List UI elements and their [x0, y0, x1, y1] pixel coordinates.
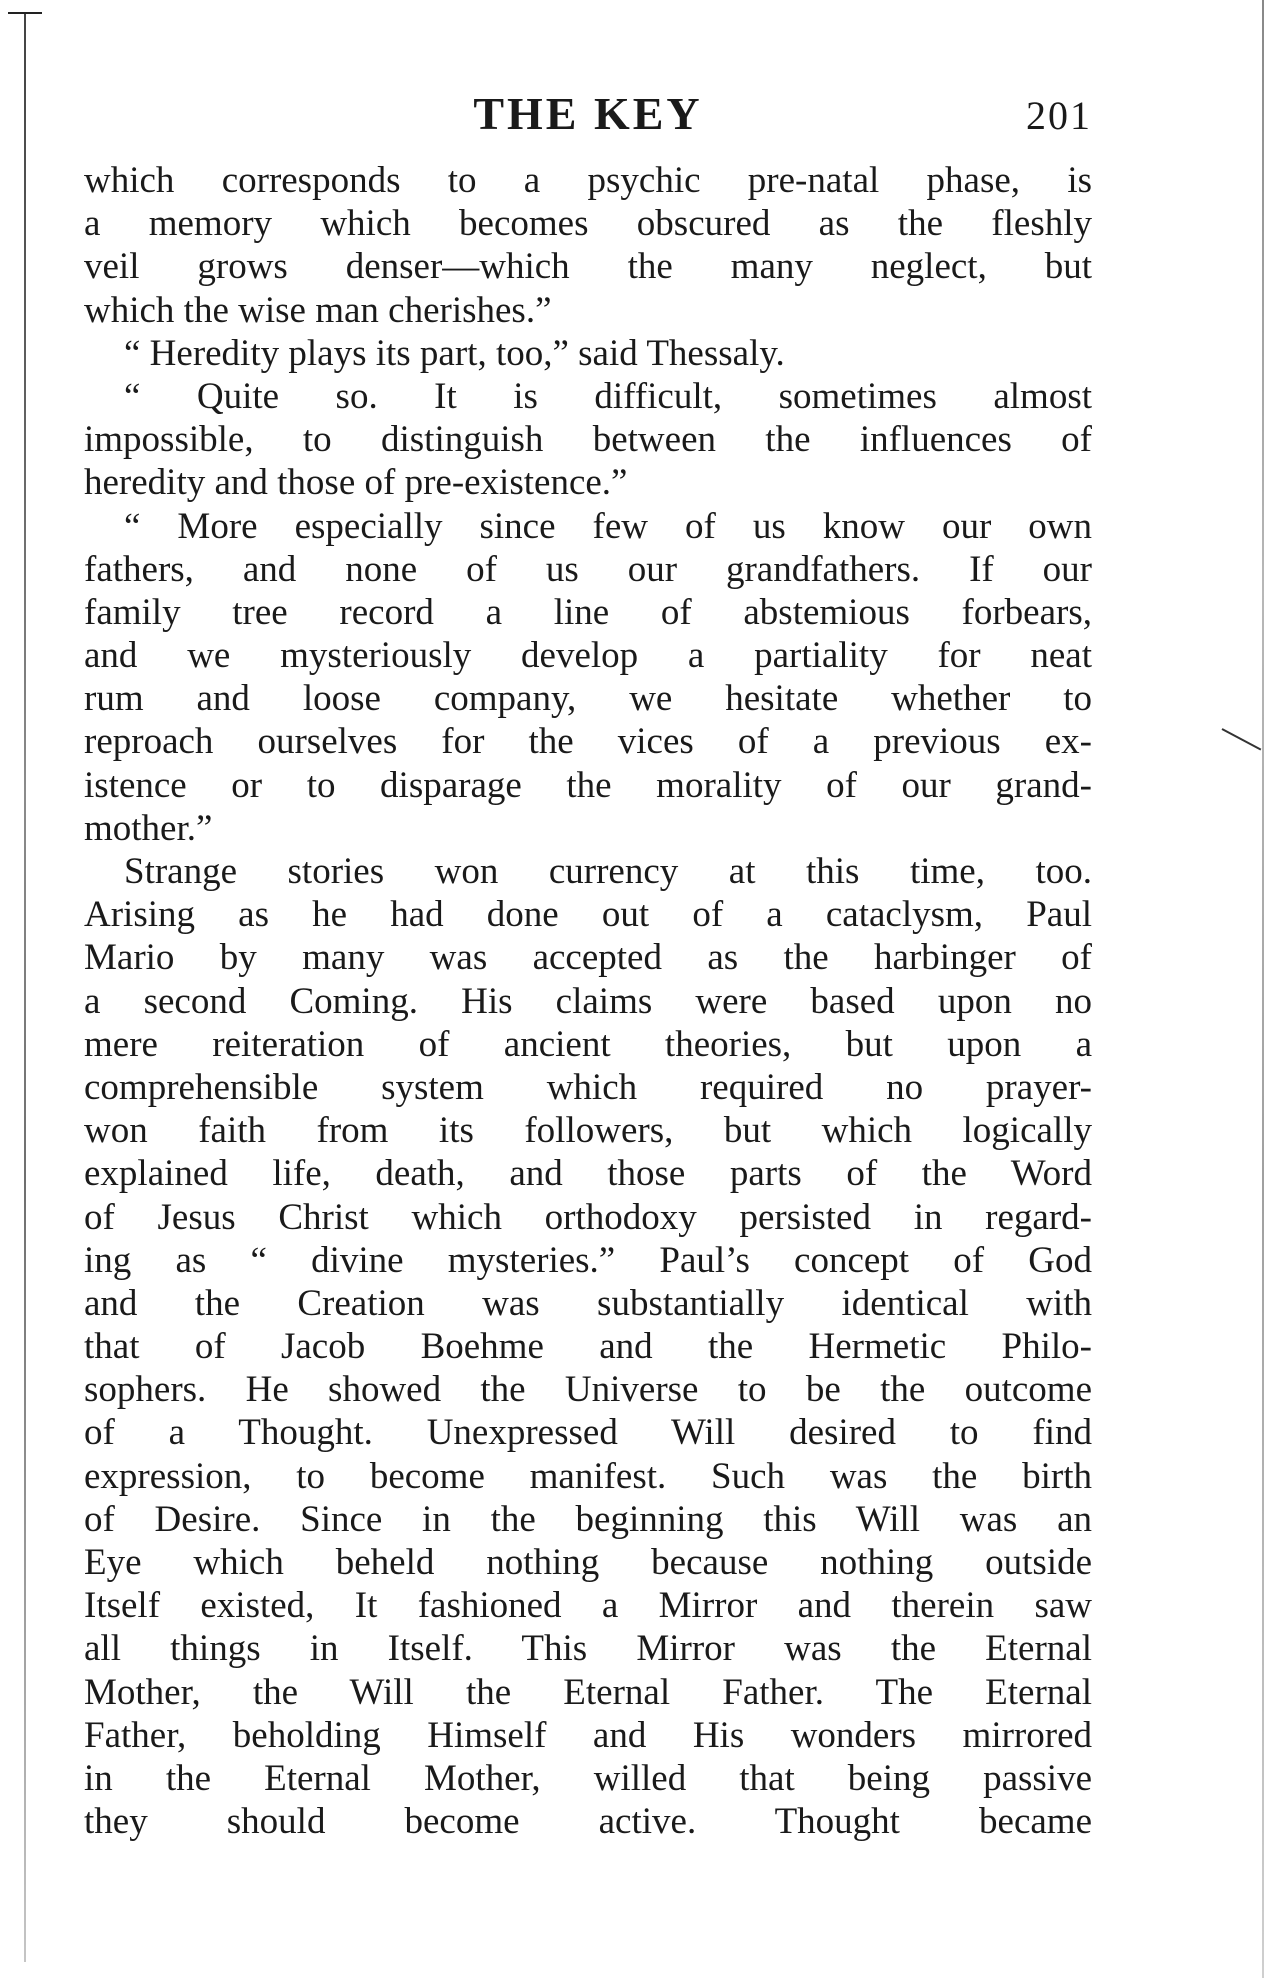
text-line: won faith from its followers, but which logically [84, 1110, 1092, 1152]
text-line: Father, beholding Himself and His wonders mirrored [84, 1714, 1092, 1756]
text-line: Mother, the Will the Eternal Father. The Eternal [84, 1671, 1092, 1713]
text-line: they should become active. Thought became [84, 1801, 1092, 1843]
text-line: that of Jacob Boehme and the Hermetic Philo- [84, 1326, 1092, 1368]
text-line: Itself existed, It fashioned a Mirror and therein saw [84, 1585, 1092, 1627]
text-line: in the Eternal Mother, willed that being passive [84, 1757, 1092, 1799]
text-line: all things in Itself. This Mirror was the Eternal [84, 1628, 1092, 1670]
body-text [84, 159, 1092, 1843]
text-line: sophers. He showed the Universe to be the outcome [84, 1369, 1092, 1411]
text-line: “ Quite so. It is difficult, sometimes almost [124, 375, 1092, 417]
text-line: Arising as he had done out of a cataclysm, Paul [84, 894, 1092, 936]
text-line: which the wise man cherishes.” [84, 289, 552, 331]
text-line: which corresponds to a psychic pre-natal phase, is [84, 160, 1092, 201]
text-line: “ Heredity plays its part, too,” said Thessaly. [124, 332, 785, 374]
text-line: reproach ourselves for the vices of a previous ex- [84, 721, 1092, 763]
running-title: THE KEY [473, 88, 703, 139]
text-line: and we mysteriously develop a partiality for neat [84, 635, 1092, 677]
text-line: ing as “ divine mysteries.” Paul’s concept of God [84, 1239, 1092, 1281]
text-line: Strange stories won currency at this time, too. [124, 851, 1092, 892]
text-line: family tree record a line of abstemious forbears, [84, 591, 1092, 633]
text-line: Eye which beheld nothing because nothing outside [84, 1542, 1092, 1583]
text-line: explained life, death, and those parts of the Word [84, 1153, 1092, 1195]
scan-mark [1222, 728, 1262, 750]
page-header [84, 88, 1092, 140]
text-line: of Jesus Christ which orthodoxy persisted in regard- [84, 1196, 1092, 1238]
text-line: heredity and those of pre-existence.” [84, 462, 628, 504]
text-line: mother.” [84, 807, 213, 849]
scan-edge-left [24, 12, 26, 1962]
page-number: 201 [1026, 93, 1092, 138]
text-line: of Desire. Since in the beginning this Will was an [84, 1498, 1092, 1540]
text-line: a memory which becomes obscured as the fleshly [84, 203, 1092, 245]
text-line: fathers, and none of us our grandfathers. If our [84, 548, 1092, 590]
text-line: comprehensible system which required no prayer- [84, 1066, 1092, 1108]
text-line: a second Coming. His claims were based upon no [84, 980, 1092, 1022]
text-line: and the Creation was substantially identical with [84, 1282, 1092, 1324]
text-line: of a Thought. Unexpressed Will desired to find [84, 1412, 1092, 1454]
text-line: istence or to disparage the morality of our grand- [84, 764, 1092, 806]
text-line: impossible, to distinguish between the influences of [84, 419, 1092, 461]
text-line: veil grows denser—which the many neglect, but [84, 246, 1092, 288]
text-line: “ More especially since few of us know our own [124, 505, 1092, 547]
scan-edge-right [1262, 0, 1264, 1978]
text-line: expression, to become manifest. Such was the birth [84, 1455, 1092, 1497]
text-line: Mario by many was accepted as the harbinger of [84, 937, 1092, 979]
text-line: rum and loose company, we hesitate whether to [84, 678, 1092, 720]
text-line: mere reiteration of ancient theories, but upon a [84, 1023, 1092, 1065]
